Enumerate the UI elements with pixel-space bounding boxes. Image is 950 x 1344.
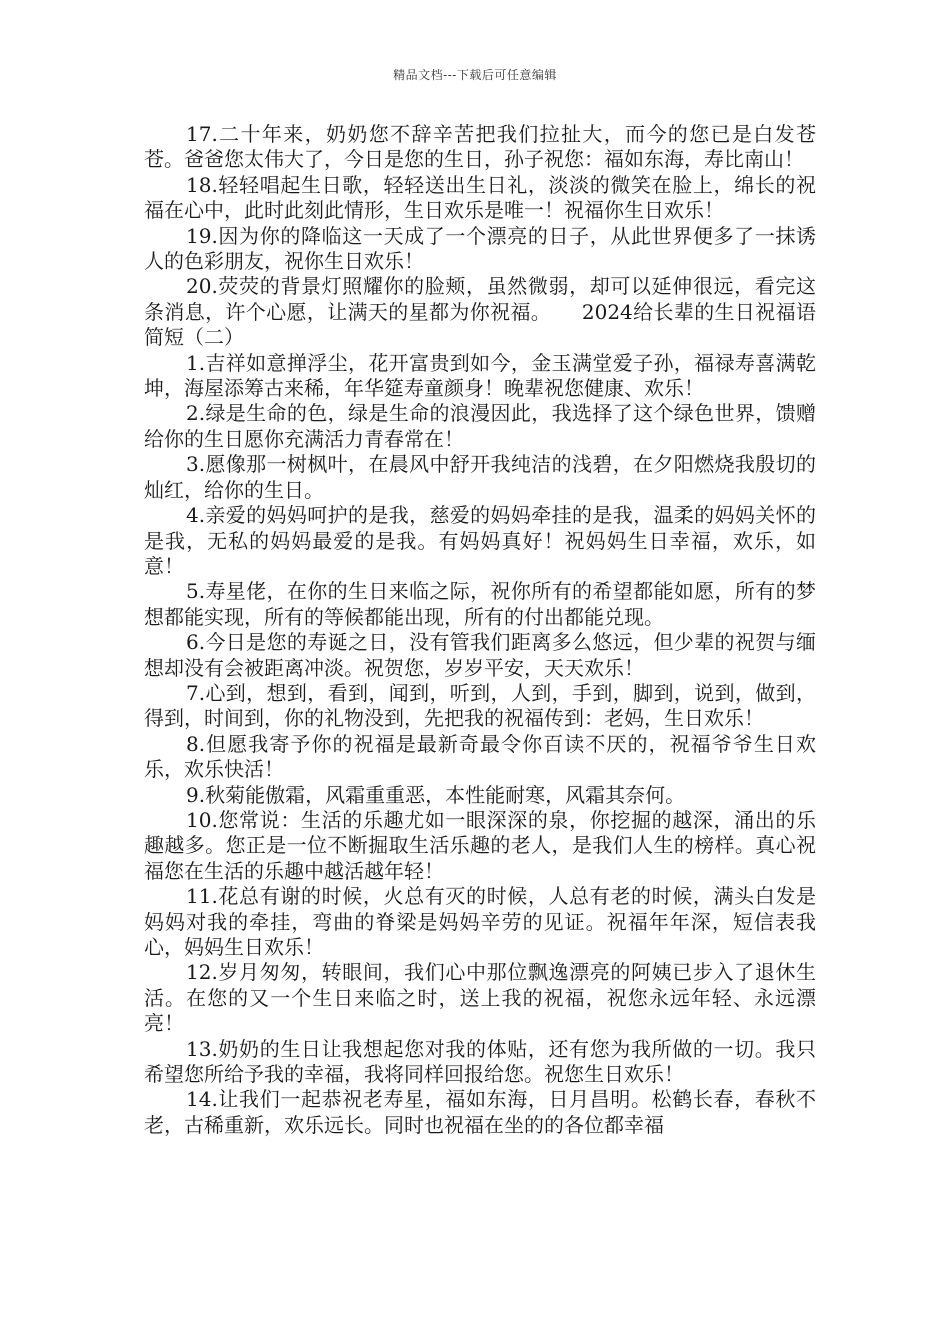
paragraph: 8.但愿我寄予你的祝福是最新奇最令你百读不厌的，祝福爷爷生日欢乐，欢乐快活！: [144, 731, 816, 782]
paragraph: 2.绿是生命的色，绿是生命的浪漫因此，我选择了这个绿色世界，馈赠给你的生日愿你充满活力青春常在！: [144, 401, 816, 451]
paragraph: 13.奶奶的生日让我想起您对我的体贴，还有您为我所做的一切。我只希望您所给予我的幸福，我将同样回报给您。祝您生日欢乐！: [144, 1036, 816, 1087]
paragraph: 1.吉祥如意掸浮尘，花开富贵到如今，金玉满堂爱子孙，福禄寿喜满乾坤，海屋添筹古来稀，年华筵寿童颜身！晚辈祝您健康、欢乐！: [144, 350, 816, 401]
paragraph: 9.秋菊能傲霜，风霜重重恶，本性能耐寒，风霜其奈何。: [186, 782, 686, 807]
paragraph: 6.今日是您的寿诞之日，没有管我们距离多么悠远，但少辈的祝贺与缅想却没有会被距离冲淡。祝贺您，岁岁平安，天天欢乐！: [144, 630, 816, 680]
paragraph: 10.您常说：生活的乐趣尤如一眼深深的泉，你挖掘的越深，涌出的乐趣越多。您正是一位不断掘取生活乐趣的老人，是我们人生的榜样。真心祝福您在生活的乐趣中越活越年轻！: [144, 807, 816, 883]
page-header: 精品文档---下载后可任意编辑: [393, 68, 557, 82]
paragraph: 19.因为你的降临这一天成了一个漂亮的日子，从此世界便多了一抹诱人的色彩朋友，祝你生日欢乐！: [144, 223, 816, 274]
paragraph: 4.亲爱的妈妈呵护的是我，慈爱的妈妈牵挂的是我，温柔的妈妈关怀的是我，无私的妈妈最爱的是我。有妈妈真好！祝妈妈生日幸福，欢乐，如意！: [144, 503, 816, 578]
paragraph: 7.心到，想到，看到，闻到，听到，人到，手到，脚到，说到，做到，得到，时间到，你的礼物没到，先把我的祝福传到：老妈，生日欢乐！: [144, 680, 816, 731]
paragraph: 14.让我们一起恭祝老寿星，福如东海，日月昌明。松鹤长春，春秋不老，古稀重新，欢乐远长。同时也祝福在坐的的各位都幸福: [144, 1087, 816, 1137]
paragraph: 20.荧荧的背景灯照耀你的脸颊，虽然微弱，却可以延伸很远，看完这条消息，许个心愿，让满天的星都为你祝福。 2024给长辈的生日祝福语简短（二）: [144, 274, 816, 350]
paragraph: 3.愿像那一树枫叶，在晨风中舒开我纯洁的浅碧，在夕阳燃烧我殷切的灿红，给你的生日。: [144, 452, 816, 502]
paragraph: 12.岁月匆匆，转眼间，我们心中那位飘逸漂亮的阿姨已步入了退休生活。在您的又一个生日来临之时，送上我的祝福，祝您永远年轻、永远漂亮！: [144, 960, 816, 1036]
paragraph: 5.寿星佬，在你的生日来临之际，祝你所有的希望都能如愿，所有的梦想都能实现，所有的等候都能出现，所有的付出都能兑现。: [144, 579, 816, 629]
document-body: [144, 122, 816, 1138]
paragraph: 18.轻轻唱起生日歌，轻轻送出生日礼，淡淡的微笑在脸上，绵长的祝福在心中，此时此刻此情形，生日欢乐是唯一！祝福你生日欢乐！: [144, 172, 816, 223]
paragraph: 11.花总有谢的时候，火总有灭的时候，人总有老的时候，满头白发是妈妈对我的牵挂，弯曲的脊梁是妈妈辛劳的见证。祝福年年深，短信表我心，妈妈生日欢乐！: [144, 884, 816, 959]
paragraph: 17.二十年来，奶奶您不辞辛苦把我们拉扯大，而今的您已是白发苍苍。爸爸您太伟大了，今日是您的生日，孙子祝您：福如东海，寿比南山！: [144, 122, 816, 172]
